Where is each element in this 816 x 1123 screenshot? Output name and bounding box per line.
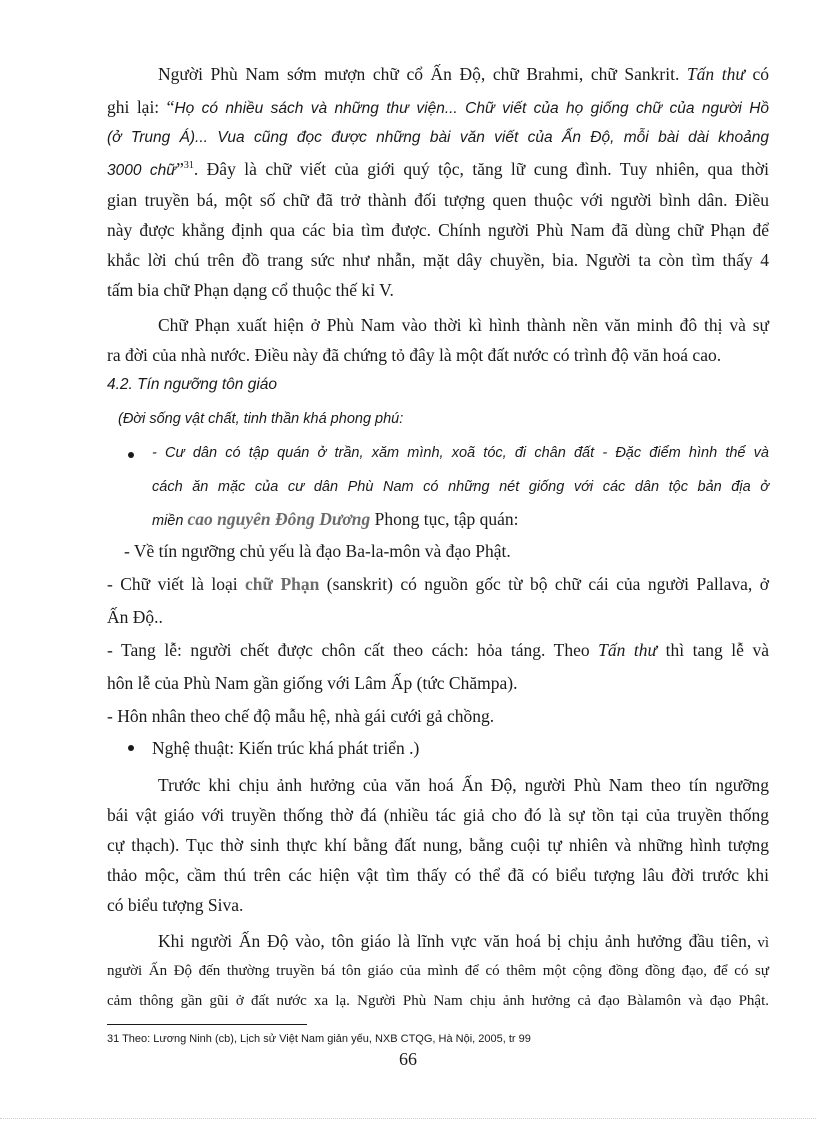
highlighted-term: chữ Phạn (245, 574, 320, 594)
p1-line-4 (107, 158, 769, 182)
highlighted-term: cao nguyên Đông Dương (187, 509, 371, 529)
quote-mark: ” (176, 159, 184, 179)
note-script-line (107, 573, 769, 595)
note-funeral-line: hôn lễ của Phù Nam gần giống với Lâm Ấp (tức Chămpa). (107, 673, 518, 693)
p4-text: vì (751, 935, 769, 951)
p1-text: có (744, 64, 769, 84)
p3-line: có biểu tượng Siva. (107, 895, 244, 915)
footnote: 31 Theo: Lương Ninh (cb), Lịch sử Việt Nam giản yếu, NXB CTQG, Hà Nội, 2005, tr 99 (107, 1033, 531, 1045)
p1-line: này được khẳng định qua các bia tìm được. Chính người Phù Nam đã dùng chữ Phạn để (107, 220, 769, 240)
note-funeral-line (107, 639, 769, 661)
note-text: - Chữ viết là loại (107, 574, 246, 594)
p4-line-1 (158, 930, 769, 954)
p1-text: . Đây là chữ viết của giới quý tộc, tăng lữ cung đình. Tuy nhiên, qua thời (193, 159, 769, 179)
note-text: miền (152, 513, 188, 529)
p3-line: Trước khi chịu ảnh hưởng của văn hoá Ấn Độ, người Phù Nam theo tín ngưỡng (158, 775, 769, 795)
p4-line: cảm thông gần gũi ở đất nước xa lạ. Người Phù Nam chịu ảnh hưởng cả đạo Bàlamôn và đạo Phật. (107, 993, 769, 1009)
note-art: Nghệ thuật: Kiến trúc khá phát triển .) (152, 738, 420, 758)
note-text: Phong tục, tập quán: (370, 509, 519, 529)
footnote-divider (107, 1024, 307, 1025)
page-number: 66 (399, 1049, 417, 1069)
quotation: Họ có nhiều sách và những thư viện... Chữ viết của họ giống chữ của người Hồ (174, 100, 770, 117)
note-script-line: Ấn Độ.. (107, 607, 163, 627)
note-text: (sanskrit) có nguồn gốc từ bộ chữ cái của người Pallava, ở (319, 574, 769, 594)
p4-text: Khi người Ấn Độ vào, tôn giáo là lĩnh vực văn hoá bị chịu ảnh hưởng đầu tiên, (158, 931, 752, 951)
note-bullet-line (152, 508, 518, 532)
p4-line: người Ấn Độ đến thường truyền bá tôn giáo của mình để có thêm một cộng đồng đồng đạo, để có sự (107, 963, 769, 979)
note-bullet-line: - Cư dân có tập quán ở trần, xăm mình, xoã tóc, đi chân đất - Đặc điểm hình thể và (152, 445, 769, 461)
note-religion: - Về tín ngưỡng chủ yếu là đạo Ba-la-môn và đạo Phật. (124, 541, 511, 561)
p1-line-2 (107, 96, 769, 120)
bullet-icon (128, 452, 134, 458)
note-bullet-line: cách ăn mặc của cư dân Phù Nam có những nét giống với các dân tộc bản địa ở (152, 479, 769, 495)
note-marriage: - Hôn nhân theo chế độ mẫu hệ, nhà gái cưới gả chồng. (107, 706, 495, 726)
p3-line: thảo mộc, cầm thú trên các hiện vật tìm thấy có thể đã có biểu tượng lâu đời trước khi (107, 865, 769, 885)
p1-line-1 (158, 63, 769, 85)
section-heading: 4.2. Tín ngưỡng tôn giáo (107, 376, 278, 393)
p1-text: Người Phù Nam sớm mượn chữ cổ Ấn Độ, chữ Brahmi, chữ Sankrit. (158, 64, 687, 84)
note-intro: (Đời sống vật chất, tinh thần khá phong phú: (118, 411, 404, 427)
p2-line: Chữ Phạn xuất hiện ở Phù Nam vào thời kì hình thành nền văn minh đô thị và sự (158, 315, 769, 335)
p3-line: bái vật giáo với truyền thống thờ đá (nhiều tác giả cho đó là sự tồn tại của truyền thống (107, 805, 769, 825)
p1-line: khắc lời chú trên đồ trang sức như nhẫn, mặt dây chuyền, bia. Người ta còn tìm thấy 4 (107, 250, 769, 270)
book-title: Tấn thư (598, 640, 658, 660)
page-bottom-border (0, 1118, 816, 1119)
p1-line: gian truyền bá, một số chữ đã trở thành đối tượng quen thuộc với người bình dân. Điều (107, 190, 769, 210)
footnote-ref: 31 (183, 160, 194, 172)
bullet-icon (128, 745, 134, 751)
p1-text: ghi lại: “ (107, 97, 175, 117)
note-text: - Tang lễ: người chết được chôn cất theo cách: hỏa táng. Theo (107, 640, 599, 660)
p3-line: cự thạch). Tục thờ sinh thực khí bằng đất nung, bằng cuội tự nhiên và những hình tượng (107, 835, 769, 855)
p1-line: tấm bia chữ Phạn dạng cổ thuộc thế kỉ V. (107, 280, 394, 300)
quotation: 3000 chữ (107, 162, 177, 179)
quotation: (ở Trung Á)... Vua cũng đọc được những bài văn viết của Ấn Độ, mỗi bài dài khoảng (107, 129, 769, 146)
book-title: Tấn thư (686, 64, 745, 84)
p2-line: ra đời của nhà nước. Điều này đã chứng tỏ đây là một đất nước có trình độ văn hoá cao. (107, 345, 722, 365)
note-text: thì tang lễ và (657, 640, 769, 660)
